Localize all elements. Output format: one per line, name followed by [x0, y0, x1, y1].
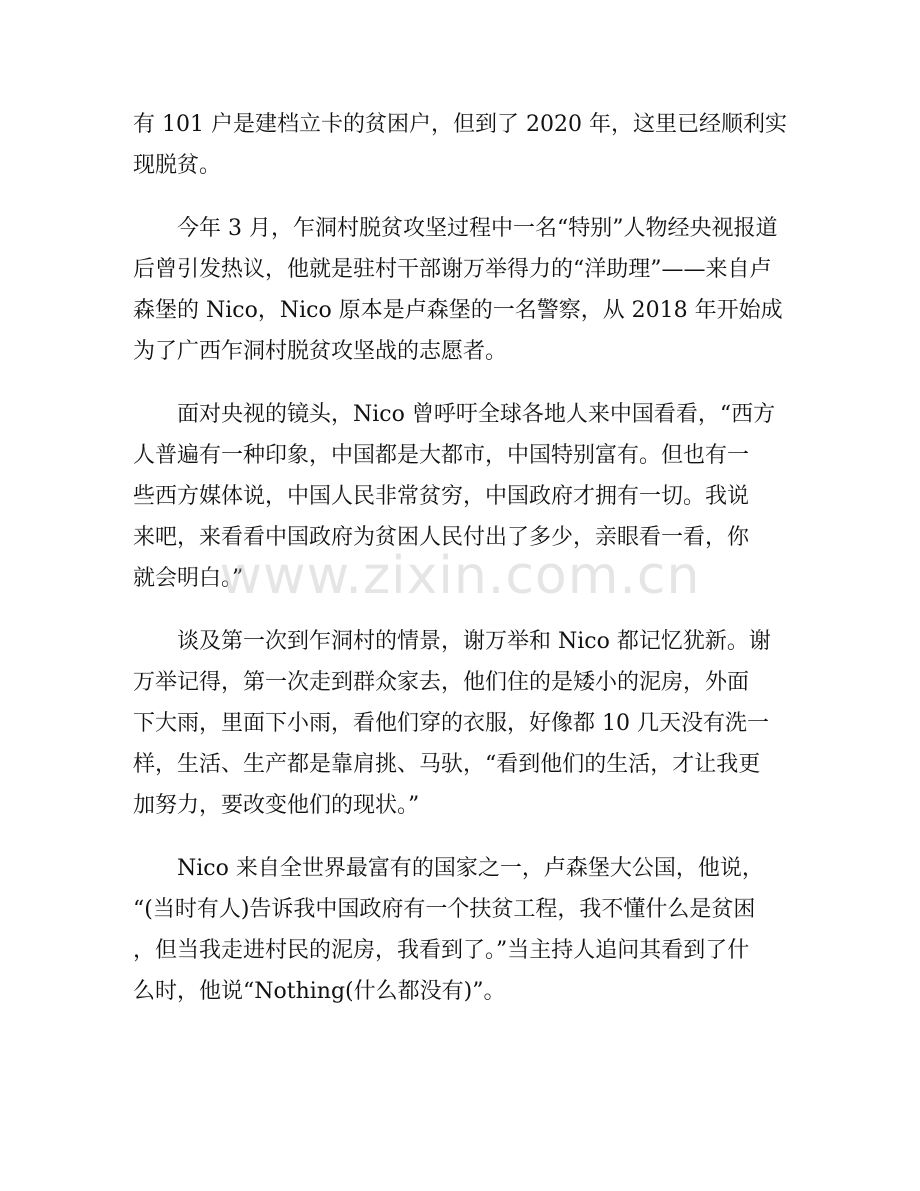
text-line: 现脱贫。 — [133, 153, 222, 178]
text-line: ，但当我走进村民的泥房，我看到了。”当主持人追问其看到了什 — [133, 938, 750, 963]
text-line: 谈及第一次到乍洞村的情景，谢万举和 Nico 都记忆犹新。谢 — [177, 629, 771, 654]
text-line: 有 101 户是建档立卡的贫困户，但到了 2020 年，这里已经顺利实 — [133, 112, 787, 137]
text-line: 后曾引发热议，他就是驻村干部谢万举得力的“洋助理”——来自卢 — [133, 257, 772, 282]
text-line: 面对央视的镜头，Nico 曾呼吁全球各地人来中国看看，“西方 — [177, 402, 776, 427]
paragraph-1 — [133, 104, 787, 186]
text-line: 来吧，来看看中国政府为贫困人民付出了多少，亲眼看一看，你 — [133, 525, 750, 550]
text-line: Nico 来自全世界最富有的国家之一，卢森堡大公国，他说， — [177, 856, 764, 881]
text-line: 森堡的 Nico，Nico 原本是卢森堡的一名警察，从 2018 年开始成 — [133, 298, 783, 323]
watermark: www.zixin.com.cn — [219, 546, 701, 606]
text-line: 万举记得，第一次走到群众家去，他们住的是矮小的泥房，外面 — [133, 670, 750, 695]
text-line: 今年 3 月，乍洞村脱贫攻坚过程中一名“特别”人物经央视报道 — [177, 216, 778, 241]
paragraph-4 — [133, 621, 783, 826]
text-line: 样，生活、生产都是靠肩挑、马驮，“看到他们的生活，才让我更 — [133, 752, 761, 777]
text-line: 为了广西乍洞村脱贫攻坚战的志愿者。 — [133, 339, 508, 364]
paragraph-3 — [133, 394, 783, 599]
paragraph-2 — [133, 208, 783, 372]
text-line: 加努力，要改变他们的现状。” — [133, 793, 420, 818]
text-line: 就会明白。” — [133, 566, 244, 591]
article-body — [133, 104, 787, 1034]
text-line: 么时，他说“Nothing(什么都没有)”。 — [133, 979, 506, 1004]
text-line: 人普遍有一种印象，中国都是大都市，中国特别富有。但也有一 — [133, 443, 750, 468]
text-line: 些西方媒体说，中国人民非常贫穷，中国政府才拥有一切。我说 — [133, 484, 750, 509]
text-line: “(当时有人)告诉我中国政府有一个扶贫工程，我不懂什么是贫困 — [133, 897, 756, 922]
text-line: 下大雨，里面下小雨，看他们穿的衣服，好像都 10 几天没有洗一 — [133, 711, 769, 736]
paragraph-5 — [133, 848, 783, 1012]
